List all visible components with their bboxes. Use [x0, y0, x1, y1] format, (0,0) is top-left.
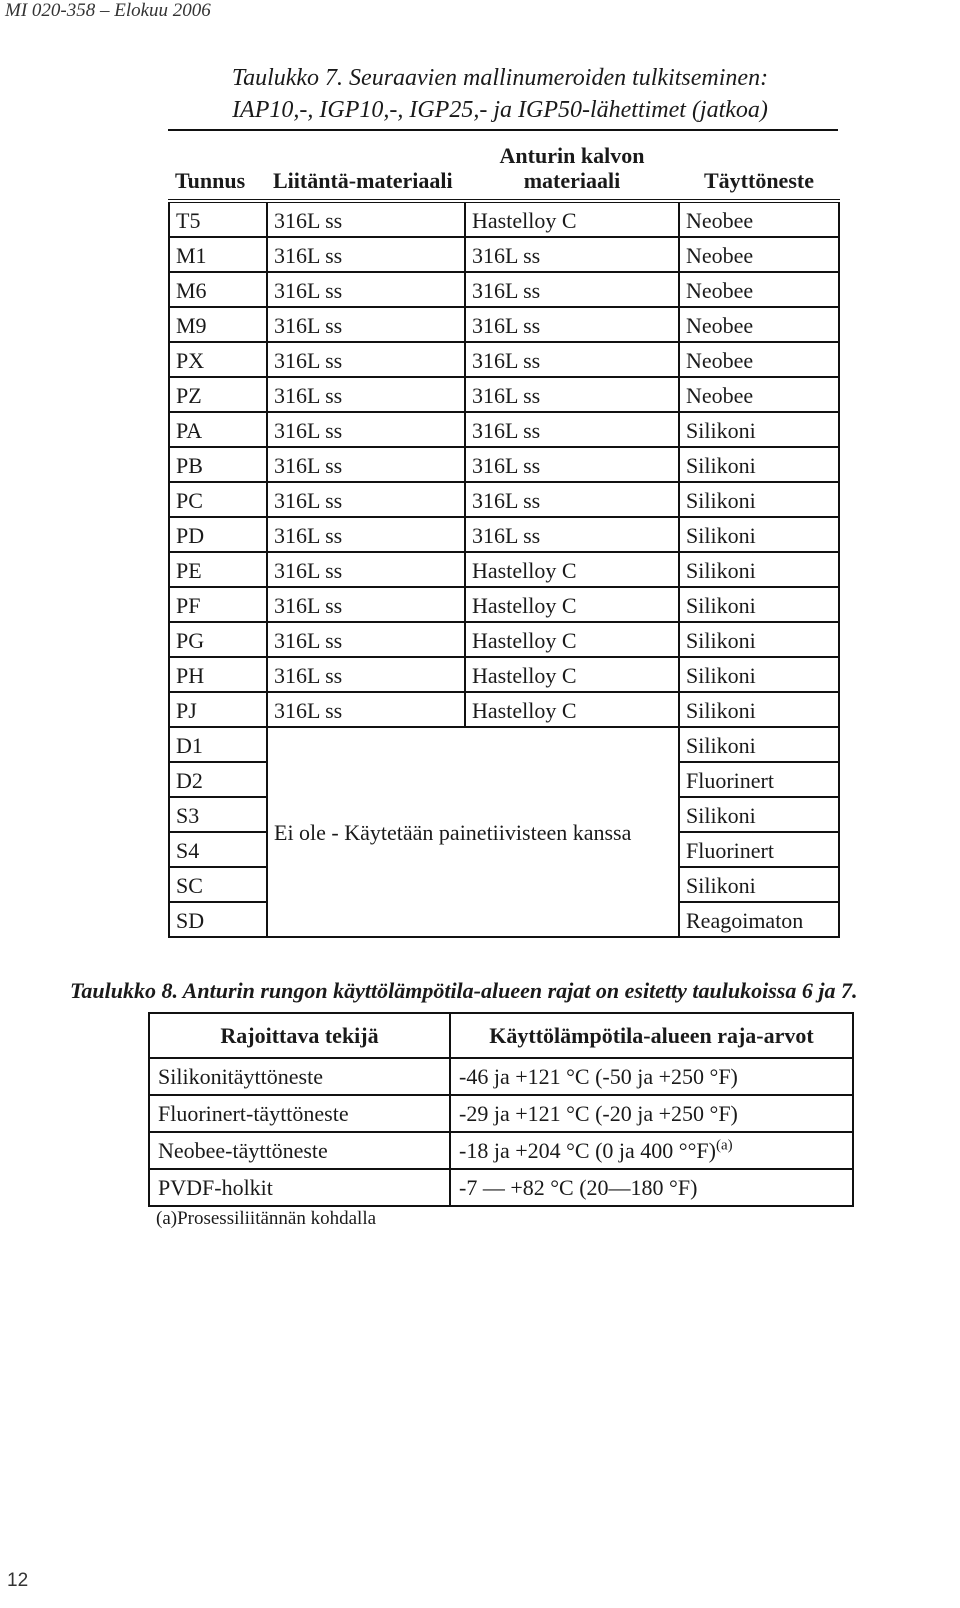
row-diaphragm-material: 316L ss: [465, 377, 679, 412]
row-code: SC: [169, 867, 267, 902]
row-code: T5: [169, 201, 267, 237]
row-fill-fluid: Neobee: [679, 272, 839, 307]
table8: [148, 1012, 854, 1207]
table-row: [169, 727, 839, 762]
row-code: PJ: [169, 692, 267, 727]
table-row: [149, 1169, 853, 1206]
row-limiting-factor: Silikonitäyttöneste: [149, 1058, 450, 1095]
table7-caption: [170, 62, 830, 126]
limits-value: -29 ja +121 °C (-20 ja +250 °F): [459, 1101, 738, 1126]
table-row: [149, 1058, 853, 1095]
table-row: [169, 692, 839, 727]
row-fill-fluid: Silikoni: [679, 657, 839, 692]
row-limiting-factor: PVDF-holkit: [149, 1169, 450, 1206]
row-code: PH: [169, 657, 267, 692]
row-connection-material: 316L ss: [267, 692, 465, 727]
row-code: PE: [169, 552, 267, 587]
row-code: PX: [169, 342, 267, 377]
table-row: [169, 272, 839, 307]
row-connection-material: 316L ss: [267, 517, 465, 552]
merged-seal-note: Ei ole - Käytetään painetiivisteen kanssa: [267, 727, 679, 937]
row-fill-fluid: Fluorinert: [679, 832, 839, 867]
table-row: [169, 517, 839, 552]
table-row: [169, 377, 839, 412]
table-row: [169, 412, 839, 447]
row-diaphragm-material: 316L ss: [465, 307, 679, 342]
row-fill-fluid: Silikoni: [679, 412, 839, 447]
row-fill-fluid: Silikoni: [679, 867, 839, 902]
row-connection-material: 316L ss: [267, 657, 465, 692]
row-diaphragm-material: Hastelloy C: [465, 692, 679, 727]
table-row: [169, 201, 839, 237]
table-row: [149, 1095, 853, 1132]
row-connection-material: 316L ss: [267, 552, 465, 587]
row-code: M6: [169, 272, 267, 307]
row-connection-material: 316L ss: [267, 307, 465, 342]
row-diaphragm-material: 316L ss: [465, 237, 679, 272]
row-diaphragm-material: Hastelloy C: [465, 201, 679, 237]
row-temperature-limits: [450, 1169, 853, 1206]
row-connection-material: 316L ss: [267, 272, 465, 307]
header-connection-material: Liitäntä-materiaali: [273, 168, 453, 193]
table7: [168, 139, 840, 938]
row-connection-material: 316L ss: [267, 237, 465, 272]
row-code: SD: [169, 902, 267, 937]
row-fill-fluid: Neobee: [679, 307, 839, 342]
row-fill-fluid: Silikoni: [679, 552, 839, 587]
row-diaphragm-material: 316L ss: [465, 447, 679, 482]
row-connection-material: 316L ss: [267, 447, 465, 482]
row-code: PC: [169, 482, 267, 517]
limits-value: -46 ja +121 °C (-50 ja +250 °F): [459, 1064, 738, 1089]
row-fill-fluid: Silikoni: [679, 727, 839, 762]
document-code: MI 020-358 – Elokuu 2006: [5, 0, 211, 21]
limits-value: -7 — +82 °C (20—180 °F): [459, 1175, 698, 1200]
row-temperature-limits: [450, 1132, 853, 1169]
row-code: PD: [169, 517, 267, 552]
row-fill-fluid: Neobee: [679, 237, 839, 272]
row-fill-fluid: Silikoni: [679, 797, 839, 832]
page-number: 12: [7, 1570, 29, 1591]
header-diaphragm-line1: Anturin kalvon: [499, 143, 645, 168]
row-diaphragm-material: 316L ss: [465, 272, 679, 307]
table7-caption-line2: IAP10,-, IGP10,-, IGP25,- ja IGP50-lähettimet (jatkoa): [232, 97, 768, 123]
row-fill-fluid: Silikoni: [679, 482, 839, 517]
row-code: M1: [169, 237, 267, 272]
row-fill-fluid: Silikoni: [679, 517, 839, 552]
table-row: [169, 587, 839, 622]
row-diaphragm-material: Hastelloy C: [465, 587, 679, 622]
table8-header-row: [149, 1013, 853, 1058]
table7-top-rule: [168, 129, 838, 131]
row-code: PZ: [169, 377, 267, 412]
footnote: (a)Prosessiliitännän kohdalla: [156, 1208, 377, 1229]
table-row: [149, 1132, 853, 1169]
row-connection-material: 316L ss: [267, 201, 465, 237]
row-temperature-limits: [450, 1095, 853, 1132]
row-diaphragm-material: Hastelloy C: [465, 552, 679, 587]
row-code: D1: [169, 727, 267, 762]
row-fill-fluid: Fluorinert: [679, 762, 839, 797]
table-row: [169, 237, 839, 272]
row-fill-fluid: Silikoni: [679, 447, 839, 482]
row-connection-material: 316L ss: [267, 412, 465, 447]
header-fill: Täyttöneste: [704, 168, 814, 193]
table7-body: [169, 201, 839, 937]
row-code: PG: [169, 622, 267, 657]
row-connection-material: 316L ss: [267, 587, 465, 622]
table8-caption: Taulukko 8. Anturin rungon käyttölämpötila-alueen rajat on esitetty taulukoissa 6 ja 7.: [70, 978, 858, 1003]
row-fill-fluid: Silikoni: [679, 622, 839, 657]
row-code: PF: [169, 587, 267, 622]
row-limiting-factor: Fluorinert-täyttöneste: [149, 1095, 450, 1132]
row-diaphragm-material: 316L ss: [465, 517, 679, 552]
table-row: [169, 447, 839, 482]
row-temperature-limits: [450, 1058, 853, 1095]
row-diaphragm-material: 316L ss: [465, 482, 679, 517]
row-code: S4: [169, 832, 267, 867]
row-fill-fluid: Reagoimaton: [679, 902, 839, 937]
row-limiting-factor: Neobee-täyttöneste: [149, 1132, 450, 1169]
footnote-reference: (a): [715, 1137, 733, 1154]
table-row: [169, 552, 839, 587]
row-connection-material: 316L ss: [267, 342, 465, 377]
row-fill-fluid: Neobee: [679, 342, 839, 377]
table-row: [169, 657, 839, 692]
table-row: [169, 482, 839, 517]
row-fill-fluid: Neobee: [679, 377, 839, 412]
row-fill-fluid: Silikoni: [679, 692, 839, 727]
table7-header-row: [169, 139, 839, 201]
row-connection-material: 316L ss: [267, 622, 465, 657]
row-code: M9: [169, 307, 267, 342]
header-code: Tunnus: [175, 168, 246, 193]
row-diaphragm-material: Hastelloy C: [465, 657, 679, 692]
table-row: [169, 307, 839, 342]
row-code: PB: [169, 447, 267, 482]
header-diaphragm: [465, 139, 679, 201]
row-connection-material: 316L ss: [267, 377, 465, 412]
row-diaphragm-material: 316L ss: [465, 342, 679, 377]
header-diaphragm-line2: materiaali: [523, 168, 621, 193]
table7-caption-line1: Taulukko 7. Seuraavien mallinumeroiden tulkitseminen:: [231, 65, 769, 91]
header-limiting-factor: Rajoittava tekijä: [149, 1013, 450, 1058]
limits-value: -18 ja +204 °C (0 ja 400 °°F): [459, 1138, 716, 1163]
row-code: PA: [169, 412, 267, 447]
table-row: [169, 342, 839, 377]
table8-body: [149, 1058, 853, 1206]
row-code: S3: [169, 797, 267, 832]
row-code: D2: [169, 762, 267, 797]
header-temperature-limits: Käyttölämpötila-alueen raja-arvot: [450, 1013, 853, 1058]
row-fill-fluid: Silikoni: [679, 587, 839, 622]
row-fill-fluid: Neobee: [679, 201, 839, 237]
row-connection-material: 316L ss: [267, 482, 465, 517]
table-row: [169, 622, 839, 657]
row-diaphragm-material: 316L ss: [465, 412, 679, 447]
row-diaphragm-material: Hastelloy C: [465, 622, 679, 657]
